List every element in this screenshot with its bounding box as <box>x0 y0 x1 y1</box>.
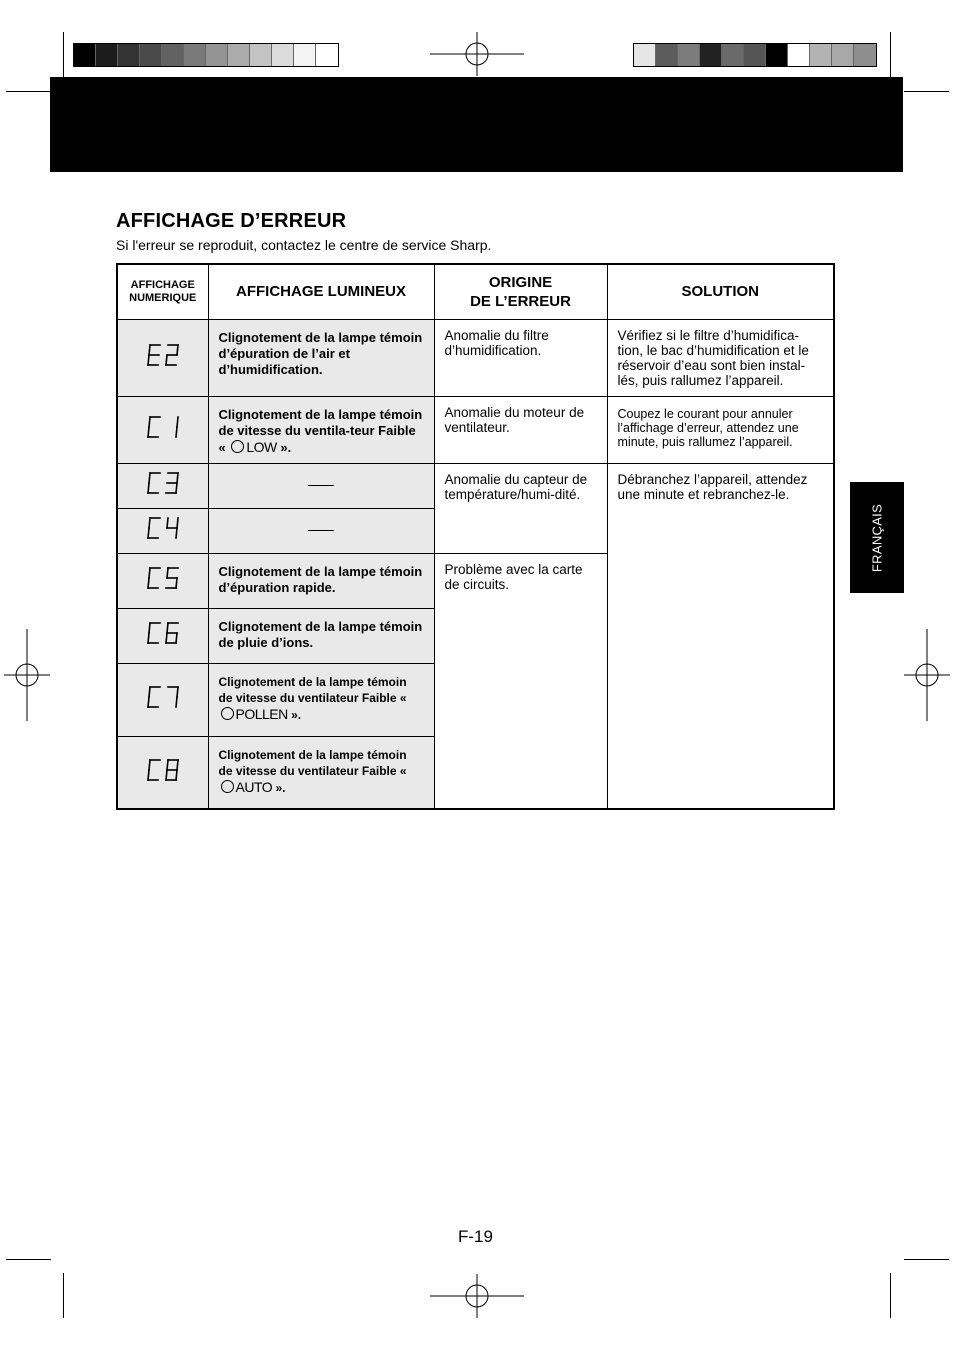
language-tab <box>850 482 904 593</box>
crop-mark <box>890 32 891 77</box>
language-tab-label: FRANÇAIS <box>869 503 885 572</box>
light-text: Clignotement de la lampe témoin de vitesse du ventilateur Faible « <box>218 674 407 705</box>
seven-segment-code <box>144 415 182 439</box>
color-swatch <box>294 44 316 66</box>
solution-cell: Vérifiez si le filtre d’humidifica-tion, le bac d’humidification et le réservoir d’eau sont bien instal-lés, puis rallumez l’appareil. <box>607 319 834 396</box>
crop-mark <box>6 91 51 92</box>
color-swatch <box>96 44 118 66</box>
light-text-end: ». <box>280 439 292 455</box>
seven-segment-code <box>144 343 182 367</box>
light-cell <box>208 463 434 508</box>
dash-mark <box>308 485 334 486</box>
header-light: AFFICHAGE LUMINEUX <box>208 264 434 319</box>
header-bar <box>50 77 903 172</box>
light-cell: Clignotement de la lampe témoin de pluie d’ions. <box>208 608 434 663</box>
lamp-label: LOW <box>246 438 277 455</box>
code-cell <box>117 553 208 608</box>
error-table <box>116 263 835 810</box>
color-bar-right <box>633 43 877 67</box>
seven-segment-code <box>144 566 182 590</box>
header-code <box>117 264 208 319</box>
code-cell <box>117 663 208 736</box>
crop-mark <box>904 91 949 92</box>
registration-target-icon <box>904 629 950 721</box>
table-row <box>117 463 834 508</box>
seven-segment-code <box>144 685 182 709</box>
light-text-end: ». <box>291 707 302 722</box>
color-swatch <box>656 44 678 66</box>
color-swatch <box>206 44 228 66</box>
origin-cell: Anomalie du filtre d’humidification. <box>434 319 607 396</box>
color-swatch <box>272 44 294 66</box>
code-cell <box>117 736 208 809</box>
crop-mark <box>6 1259 51 1260</box>
color-swatch <box>722 44 744 66</box>
color-bar-left <box>73 43 339 67</box>
color-swatch <box>678 44 700 66</box>
color-swatch <box>700 44 722 66</box>
registration-target-icon <box>430 1274 524 1318</box>
light-cell <box>208 508 434 553</box>
color-swatch <box>854 44 876 66</box>
page-number: F-19 <box>458 1227 493 1246</box>
page-subtitle: Si l'erreur se reproduit, contactez le centre de service Sharp. <box>116 237 492 253</box>
origin-cell: Anomalie du moteur de ventilateur. <box>434 396 607 463</box>
color-swatch <box>250 44 272 66</box>
registration-target-icon <box>4 629 50 721</box>
header-origin-line2: DE L’ERREUR <box>470 292 571 310</box>
table-header-row <box>117 264 834 319</box>
color-swatch <box>744 44 766 66</box>
color-swatch <box>634 44 656 66</box>
header-origin-line1: ORIGINE <box>488 273 553 291</box>
header-code-line1: AFFICHAGE <box>130 278 195 291</box>
header-solution: SOLUTION <box>607 264 834 319</box>
table-row <box>117 396 834 463</box>
lamp-indicator-icon <box>231 440 244 453</box>
origin-cell: Problème avec la carte de circuits. <box>434 553 607 809</box>
origin-cell: Anomalie du capteur de température/humi-dité. <box>434 463 607 553</box>
registration-target-icon <box>430 32 524 76</box>
crop-mark <box>63 32 64 77</box>
seven-segment-code <box>144 621 182 645</box>
color-swatch <box>788 44 810 66</box>
crop-mark <box>904 1259 949 1260</box>
color-swatch <box>140 44 162 66</box>
seven-segment-code <box>144 516 182 540</box>
light-cell <box>208 663 434 736</box>
light-cell: Clignotement de la lampe témoin d’épuration de l’air et d’humidification. <box>208 319 434 396</box>
code-cell <box>117 463 208 508</box>
solution-cell: Coupez le courant pour annuler l’affichage d’erreur, attendez une minute, puis rallumez l’appareil. <box>607 396 834 463</box>
color-swatch <box>184 44 206 66</box>
color-swatch <box>832 44 854 66</box>
code-cell <box>117 319 208 396</box>
page-title: AFFICHAGE D’ERREUR <box>116 210 347 232</box>
color-swatch <box>766 44 788 66</box>
color-swatch <box>162 44 184 66</box>
light-cell <box>208 736 434 809</box>
light-text-end: ». <box>275 780 286 795</box>
color-swatch <box>74 44 96 66</box>
crop-mark <box>63 1273 64 1318</box>
seven-segment-code <box>144 471 182 495</box>
crop-mark <box>890 1273 891 1318</box>
light-cell: Clignotement de la lampe témoin d’épuration rapide. <box>208 553 434 608</box>
light-text: Clignotement de la lampe témoin de vitesse du ventilateur Faible « <box>218 747 407 778</box>
dash-mark <box>308 530 334 531</box>
header-code-line2: NUMERIQUE <box>129 291 197 304</box>
lamp-indicator-icon <box>221 707 234 720</box>
seven-segment-code <box>144 758 182 782</box>
lamp-label: AUTO <box>235 778 273 795</box>
code-cell <box>117 608 208 663</box>
color-swatch <box>228 44 250 66</box>
color-swatch <box>118 44 140 66</box>
lamp-label: POLLEN <box>235 705 288 722</box>
code-cell <box>117 508 208 553</box>
light-cell <box>208 396 434 463</box>
code-cell <box>117 396 208 463</box>
color-swatch <box>810 44 832 66</box>
lamp-indicator-icon <box>221 780 234 793</box>
light-text: Clignotement de la lampe témoin de vitesse du ventila-teur Faible « <box>218 406 423 455</box>
solution-cell: Débranchez l’appareil, attendez une minute et rebranchez-le. <box>607 463 834 809</box>
table-row <box>117 319 834 396</box>
color-swatch <box>316 44 338 66</box>
header-origin <box>434 264 607 319</box>
